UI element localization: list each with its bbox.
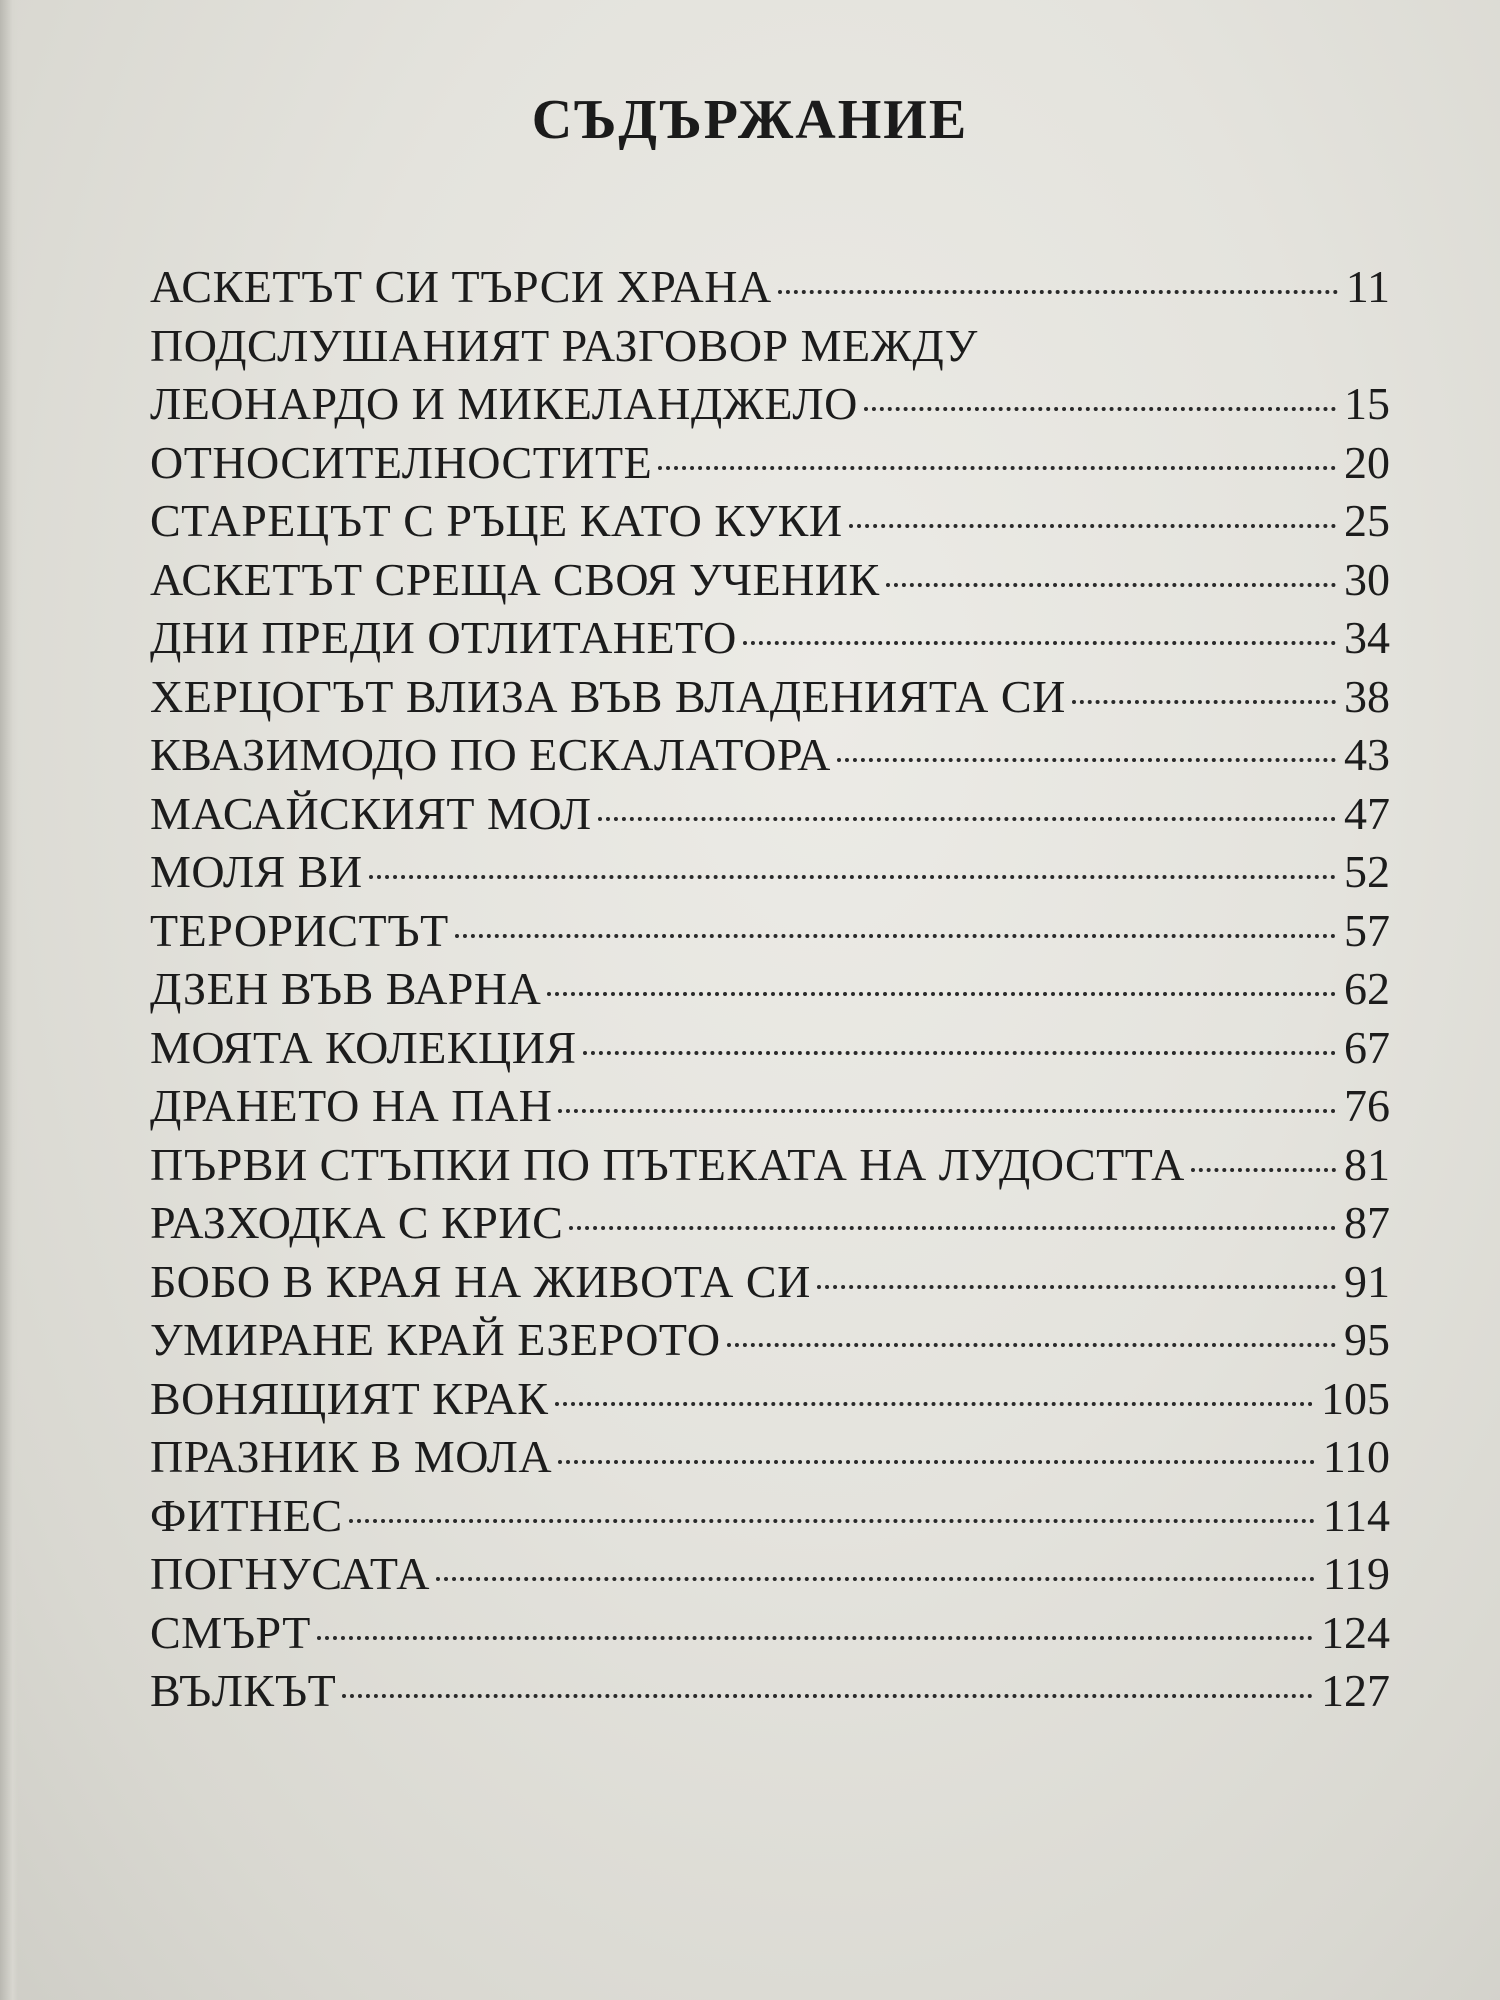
toc-entry-title: МАСАЙСКИЯТ МОЛ: [150, 787, 592, 839]
toc-entry-page-number: 25: [1344, 495, 1390, 546]
page-edge-shadow: [0, 0, 18, 2000]
toc-entry-page-number: 105: [1321, 1372, 1390, 1424]
dot-leader: [455, 934, 1336, 938]
toc-entry-page-number: 62: [1344, 963, 1390, 1014]
toc-entry: [150, 1077, 1390, 1136]
toc-entry-page-number: 52: [1344, 846, 1390, 897]
toc-entry: [150, 551, 1390, 610]
toc-entry-page-number: 81: [1344, 1138, 1390, 1190]
toc-entry-title: БОБО В КРАЯ НА ЖИВОТА СИ: [150, 1255, 811, 1307]
dot-leader: [817, 1285, 1336, 1289]
toc-entry-title: ДРАНЕТО НА ПАН: [150, 1080, 553, 1131]
dot-leader: [1072, 700, 1336, 704]
dot-leader: [569, 1226, 1336, 1230]
toc-entry: [150, 609, 1390, 668]
toc-entry-title: КВАЗИМОДО ПО ЕСКАЛАТОРА: [150, 729, 831, 780]
dot-leader: [886, 583, 1336, 587]
toc-entry: [150, 1370, 1390, 1429]
toc-entry: [150, 1136, 1390, 1195]
toc-entry: [150, 317, 1390, 376]
toc-entry-title: ОТНОСИТЕЛНОСТИТЕ: [150, 436, 653, 488]
toc-entry: [150, 258, 1390, 317]
toc-entry-page-number: 47: [1344, 787, 1390, 839]
toc-entry-title: ВОНЯЩИЯТ КРАК: [150, 1372, 549, 1424]
toc-entry-title: СМЪРТ: [150, 1606, 311, 1658]
dot-leader: [369, 875, 1336, 879]
dot-leader: [658, 466, 1336, 470]
toc-entry-title: РАЗХОДКА С КРИС: [150, 1197, 564, 1248]
toc-entry-title: ДЗЕН ВЪВ ВАРНА: [150, 963, 542, 1014]
toc-entry-page-number: 15: [1344, 378, 1390, 429]
dot-leader: [547, 992, 1336, 996]
dot-leader: [558, 1109, 1336, 1113]
toc-entry-title: УМИРАНЕ КРАЙ ЕЗЕРОТО: [150, 1314, 721, 1365]
toc-entry-page-number: 11: [1345, 261, 1390, 312]
toc-entry: [150, 726, 1390, 785]
toc-entry: [150, 1545, 1390, 1604]
dot-leader: [778, 290, 1338, 294]
toc-entry-title: ПРАЗНИК В МОЛА: [150, 1431, 553, 1482]
toc-entry-title: ДНИ ПРЕДИ ОТЛИТАНЕТО: [150, 612, 737, 663]
dot-leader: [558, 1460, 1315, 1464]
toc-entry: [150, 960, 1390, 1019]
toc-entry-page-number: 119: [1322, 1548, 1390, 1599]
toc-entry-title: ВЪЛКЪТ: [150, 1665, 337, 1716]
toc-entry-title: ХЕРЦОГЪТ ВЛИЗА ВЪВ ВЛАДЕНИЯТА СИ: [150, 670, 1066, 722]
toc-entry-page-number: 124: [1321, 1606, 1390, 1658]
toc-entry-title: ФИТНЕС: [150, 1489, 343, 1541]
toc-entry-page-number: 67: [1344, 1021, 1390, 1073]
dot-leader: [727, 1343, 1336, 1347]
dot-leader: [436, 1577, 1315, 1581]
toc-entry-page-number: 91: [1344, 1255, 1390, 1307]
toc-entry-page-number: 95: [1344, 1314, 1390, 1365]
dot-leader: [598, 817, 1336, 821]
dot-leader: [837, 758, 1336, 762]
toc-entry: [150, 668, 1390, 727]
toc-entry: [150, 1604, 1390, 1663]
toc-entry-title: АСКЕТЪТ СИ ТЪРСИ ХРАНА: [150, 261, 772, 312]
dot-leader: [342, 1694, 1313, 1698]
toc-entry: [150, 1311, 1390, 1370]
toc-entry-page-number: 127: [1321, 1665, 1390, 1716]
dot-leader: [1191, 1168, 1336, 1172]
toc-entry-page-number: 76: [1344, 1080, 1390, 1131]
toc-entry: [150, 1019, 1390, 1078]
toc-entry-page-number: 110: [1322, 1431, 1390, 1482]
toc-entry: [150, 1428, 1390, 1487]
toc-list: [150, 258, 1390, 1721]
toc-entry-page-number: 34: [1344, 612, 1390, 663]
toc-entry-title: АСКЕТЪТ СРЕЩА СВОЯ УЧЕНИК: [150, 553, 880, 605]
toc-entry-title: ЛЕОНАРДО И МИКЕЛАНДЖЕЛО: [150, 378, 858, 429]
toc-entry-page-number: 87: [1344, 1197, 1390, 1248]
toc-entry-page-number: 30: [1344, 553, 1390, 605]
toc-entry: [150, 785, 1390, 844]
toc-entry-page-number: 20: [1344, 436, 1390, 488]
toc-title: СЪДЪРЖАНИЕ: [531, 89, 969, 151]
dot-leader: [317, 1636, 1313, 1640]
toc-entry-title: ПЪРВИ СТЪПКИ ПО ПЪТЕКАТА НА ЛУДОСТТА: [150, 1138, 1185, 1190]
dot-leader: [555, 1402, 1314, 1406]
toc-entry-page-number: 57: [1344, 904, 1390, 956]
dot-leader: [849, 524, 1336, 528]
toc-entry: [150, 375, 1390, 434]
toc-entry: [150, 1662, 1390, 1721]
toc-entry-title: МОЛЯ ВИ: [150, 846, 363, 897]
toc-entry-title: ТЕРОРИСТЪТ: [150, 904, 449, 956]
dot-leader: [349, 1519, 1315, 1523]
toc-entry-title: ПОГНУСАТА: [150, 1548, 430, 1599]
toc-entry: [150, 843, 1390, 902]
toc-entry: [150, 434, 1390, 493]
toc-entry-page-number: 114: [1322, 1489, 1390, 1541]
toc-entry-page-number: 38: [1344, 670, 1390, 722]
toc-entry-page-number: 43: [1344, 729, 1390, 780]
dot-leader: [583, 1051, 1336, 1055]
toc-entry-title: СТАРЕЦЪТ С РЪЦЕ КАТО КУКИ: [150, 495, 843, 546]
toc-entry: [150, 1253, 1390, 1312]
toc-entry: [150, 902, 1390, 961]
dot-leader: [743, 641, 1336, 645]
dot-leader: [864, 407, 1336, 411]
toc-entry: [150, 492, 1390, 551]
toc-entry-title: МОЯТА КОЛЕКЦИЯ: [150, 1021, 577, 1073]
toc-entry: [150, 1194, 1390, 1253]
toc-entry: [150, 1487, 1390, 1546]
toc-entry-title: ПОДСЛУШАНИЯТ РАЗГОВОР МЕЖДУ: [150, 319, 978, 371]
